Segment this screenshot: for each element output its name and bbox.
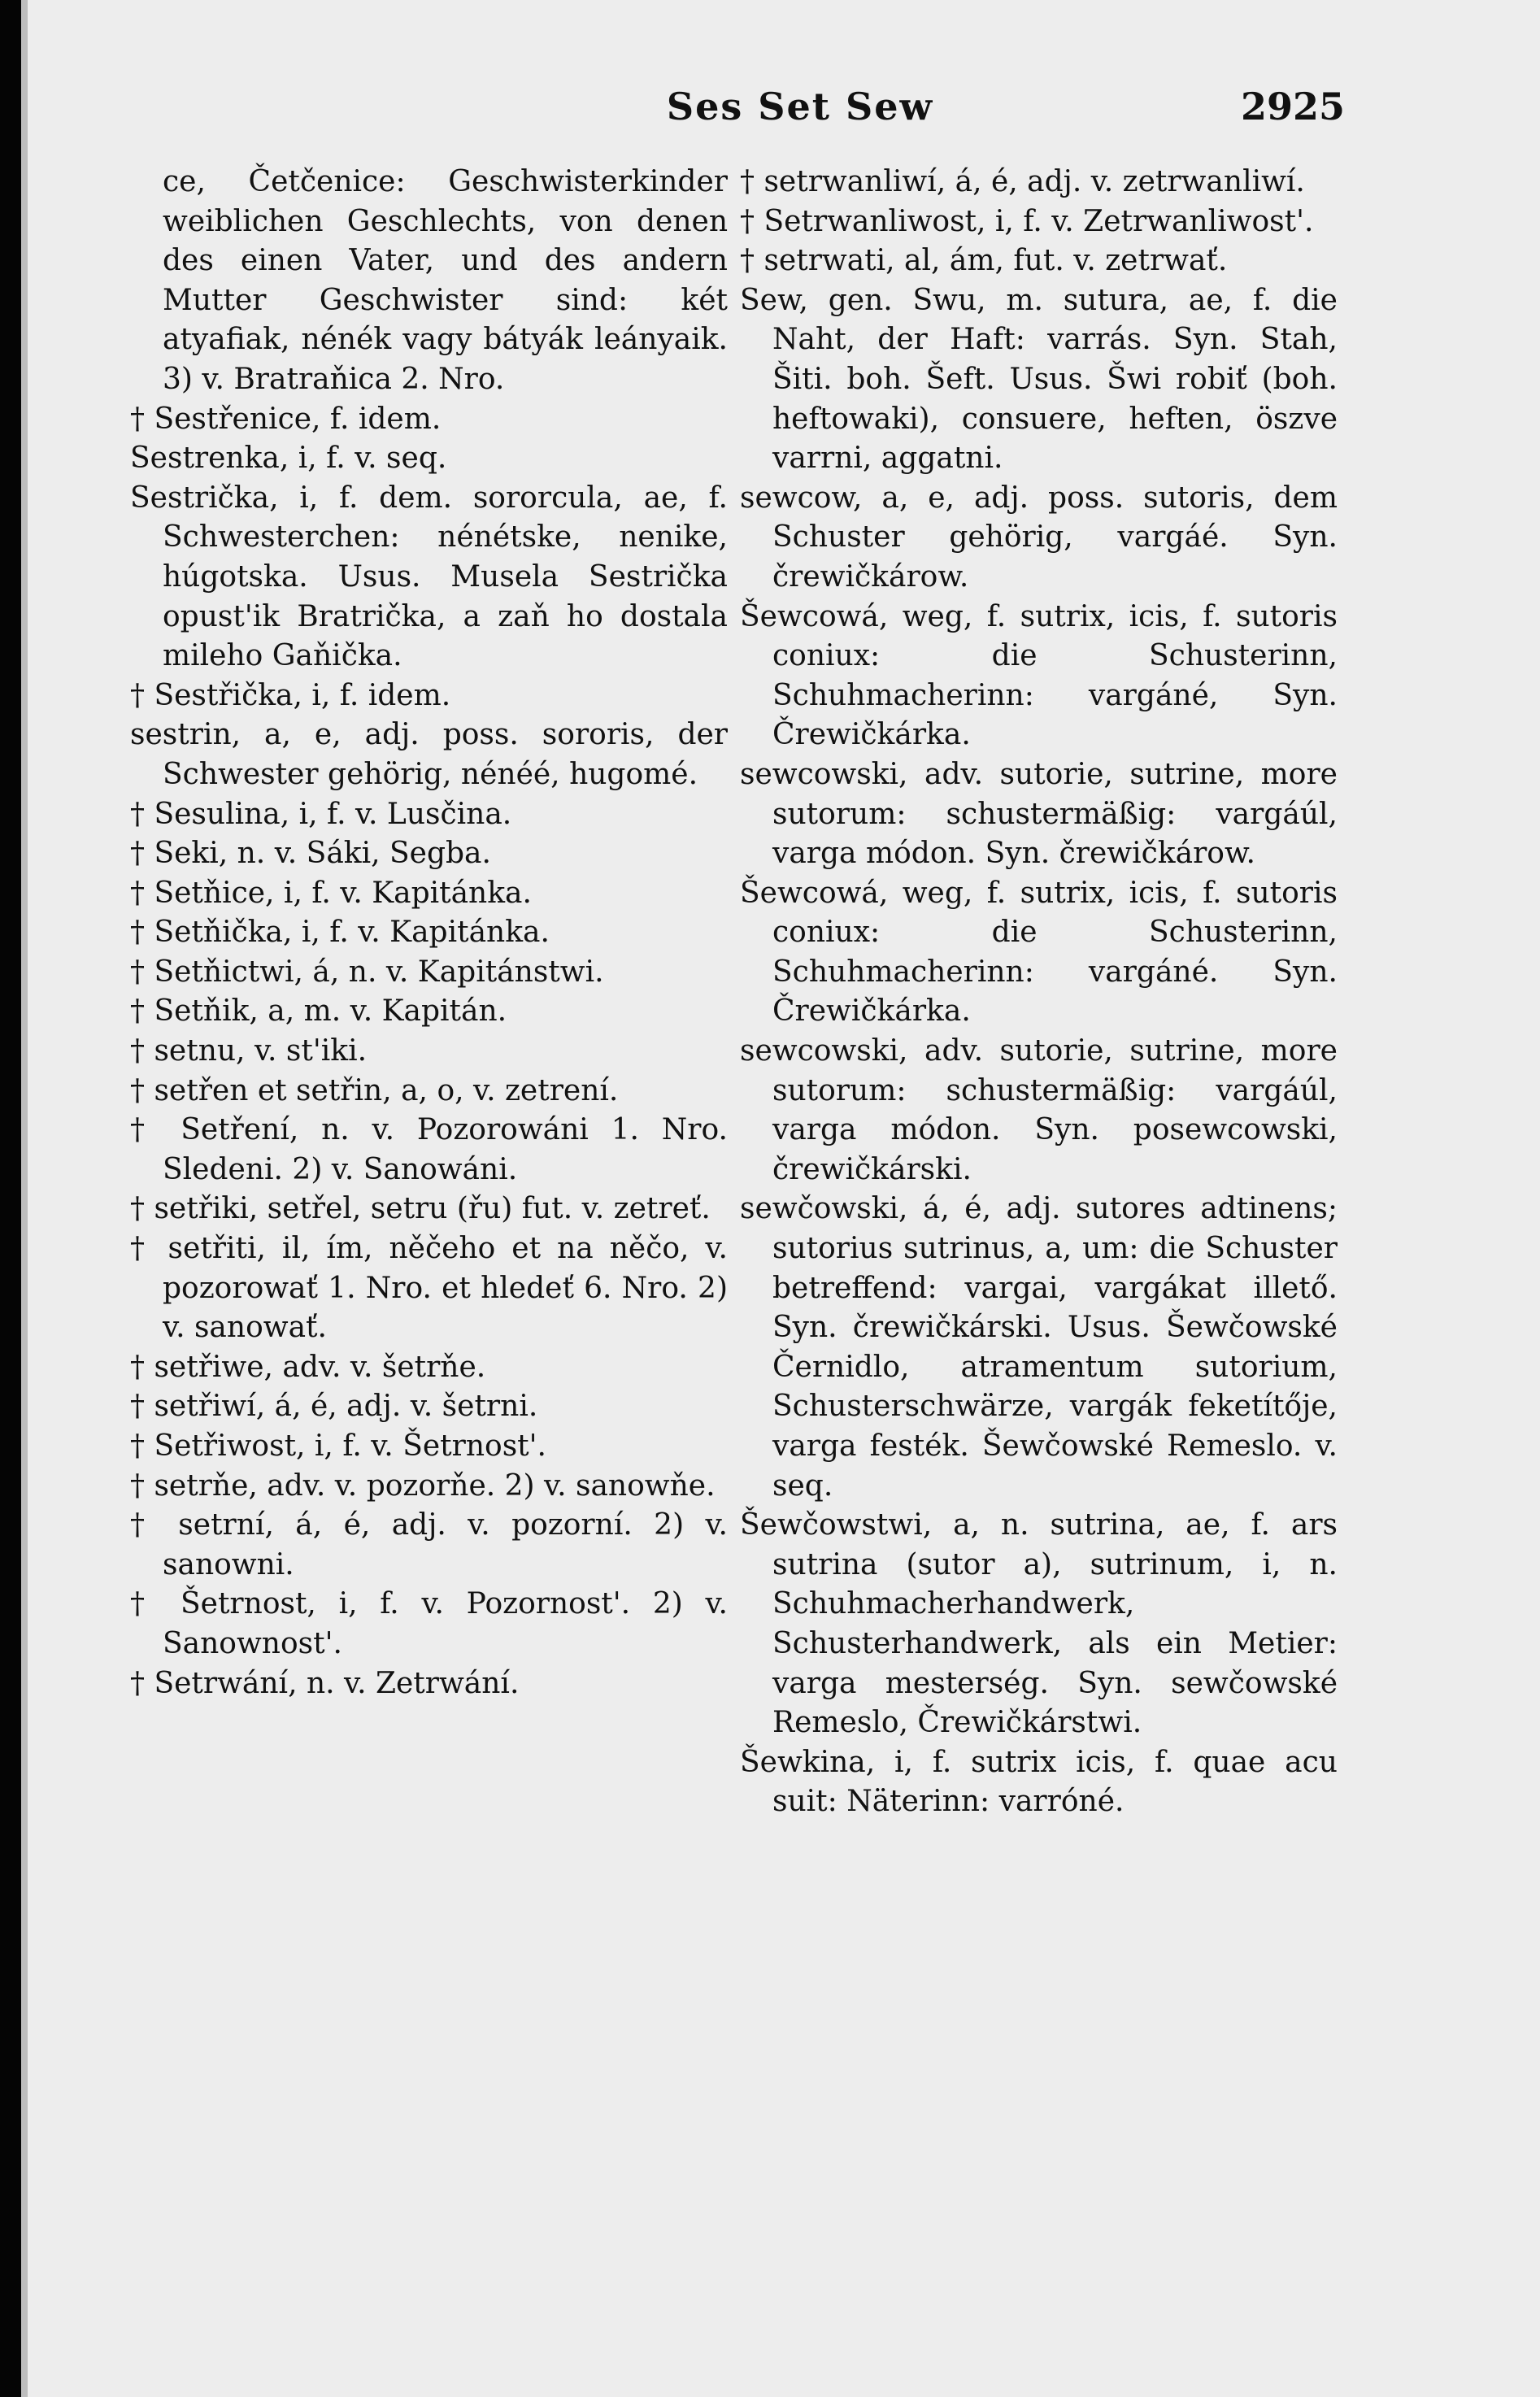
dictionary-entry: † setřiki, setřel, setru (řu) fut. v. zetreť. [130, 1192, 711, 1226]
dictionary-entry: † Šetrnost, i, f. v. Pozornost'. 2) v. Sanownost'. [130, 1587, 728, 1660]
dictionary-entry: † Setňička, i, f. v. Kapitánka. [130, 916, 550, 950]
page-gutter-shadow [21, 0, 28, 2397]
dictionary-entry: † setrní, á, é, adj. v. pozorní. 2) v. sanowni. [130, 1508, 728, 1581]
page-number: 2925 [1240, 85, 1345, 128]
dictionary-entry: Sestrička, i, f. dem. sororcula, ae, f. Schwesterchen: nénétske, nenike, húgotska. Usus. Musela Sestrička opust'ik Bratrička, a zaň ho dostala mileho Gaňička. [130, 481, 728, 673]
dictionary-entry: † Setrwanliwost, i, f. v. Zetrwanliwost'. [740, 204, 1314, 238]
dictionary-entry: sestrin, a, e, adj. poss. sororis, der Schwester gehörig, nénéé, hugomé. [130, 718, 728, 791]
dictionary-entry: ce, Četčenice: Geschwisterkinder weiblichen Geschlechts, von denen des einen Vater, und des andern Mutter Geschwister sind: két atyafiak, nénék vagy bátyák leányaik. 3) v. Bratraňica 2. Nro. [163, 165, 728, 396]
dictionary-entry: sewcow, a, e, adj. poss. sutoris, dem Schuster gehörig, vargáé. Syn. črewičkárow. [740, 481, 1338, 594]
dictionary-entry: † setřiwe, adv. v. šetrňe. [130, 1350, 486, 1384]
dictionary-entry: sewcowski, adv. sutorie, sutrine, more sutorum: schustermäßig: vargáúl, varga módon. Syn. posewcowski, črewičkárski. [740, 1034, 1338, 1186]
dictionary-entry: † Setrwání, n. v. Zetrwání. [130, 1666, 520, 1700]
dictionary-entry: † setnu, v. st'iki. [130, 1034, 368, 1068]
dictionary-entry: † Setřiwost, i, f. v. Šetrnost'. [130, 1429, 546, 1463]
dictionary-entry: Šewcowá, weg, f. sutrix, icis, f. sutoris coniux: die Schusterinn, Schuhmacherinn: vargáné, Syn. Črewičkárka. [740, 599, 1338, 752]
dictionary-entry: Sew, gen. Swu, m. sutura, ae, f. die Naht, der Haft: varrás. Syn. Stah, Šiti. boh. Šeft. Usus. Šwi robiť (boh. heftowaki), consuere, heften, öszve varrni, aggatni. [740, 283, 1338, 476]
dictionary-entry: sewcowski, adv. sutorie, sutrine, more sutorum: schustermäßig: vargáúl, varga módon. Syn. črewičkárow. [740, 757, 1338, 871]
left-column [130, 163, 728, 1703]
dictionary-entry: † Sestřička, i, f. idem. [130, 678, 451, 712]
scan-border [0, 0, 21, 2397]
running-head: Ses Set Sew [666, 85, 934, 128]
dictionary-entry: † setřiti, il, ím, něčeho et na něčo, v. pozorowať 1. Nro. et hledeť 6. Nro. 2) v. sanowať. [130, 1232, 728, 1345]
dictionary-entry: † Setření, n. v. Pozorowáni 1. Nro. Sledeni. 2) v. Sanowáni. [130, 1113, 728, 1186]
dictionary-entry: † setrwanliwí, á, é, adj. v. zetrwanliwí. [740, 165, 1305, 198]
dictionary-entry: Šewkina, i, f. sutrix icis, f. quae acu suit: Näterinn: varróné. [740, 1745, 1338, 1819]
dictionary-entry: † setřiwí, á, é, adj. v. šetrni. [130, 1390, 538, 1424]
dictionary-entry: † setrňe, adv. v. pozorňe. 2) v. sanowňe. [130, 1468, 716, 1503]
dictionary-entry: Sestrenka, i, f. v. seq. [130, 442, 447, 476]
dictionary-entry: Šewčowstwi, a, n. sutrina, ae, f. ars sutrina (sutor a), sutrinum, i, n. Schuhmacherhandwerk, Schusterhandwerk, als ein Metier: varga mesterség. Syn. sewčowské Remeslo, Črewičkárstwi. [740, 1508, 1338, 1740]
dictionary-entry: † Setňictwi, á, n. v. Kapitánstwi. [130, 955, 604, 989]
dictionary-entry: † Sestřenice, f. idem. [130, 402, 442, 436]
dictionary-entry: † setrwati, al, ám, fut. v. zetrwať. [740, 244, 1228, 278]
dictionary-entry: † Setňice, i, f. v. Kapitánka. [130, 876, 532, 910]
dictionary-entry: † Setňik, a, m. v. Kapitán. [130, 994, 507, 1029]
dictionary-entry: † setřen et setřin, a, o, v. zetrení. [130, 1073, 619, 1107]
dictionary-entry: † Sesulina, i, f. v. Lusčina. [130, 797, 512, 831]
dictionary-entry: sewčowski, á, é, adj. sutores adtinens; sutorius sutrinus, a, um: die Schuster betreffend: vargai, vargákat illető. Syn. črewičkárski. Usus. Šewčowské Černidlo, atramentum sutorium, Schusterschwärze, vargák feketítője, varga festék. Šewčowské Remeslo. v. seq. [740, 1192, 1338, 1503]
dictionary-entry: Šewcowá, weg, f. sutrix, icis, f. sutoris coniux: die Schusterinn, Schuhmacherinn: vargáné. Syn. Črewičkárka. [740, 876, 1338, 1029]
right-column [740, 163, 1338, 1822]
dictionary-entry: † Seki, n. v. Sáki, Segba. [130, 837, 491, 871]
